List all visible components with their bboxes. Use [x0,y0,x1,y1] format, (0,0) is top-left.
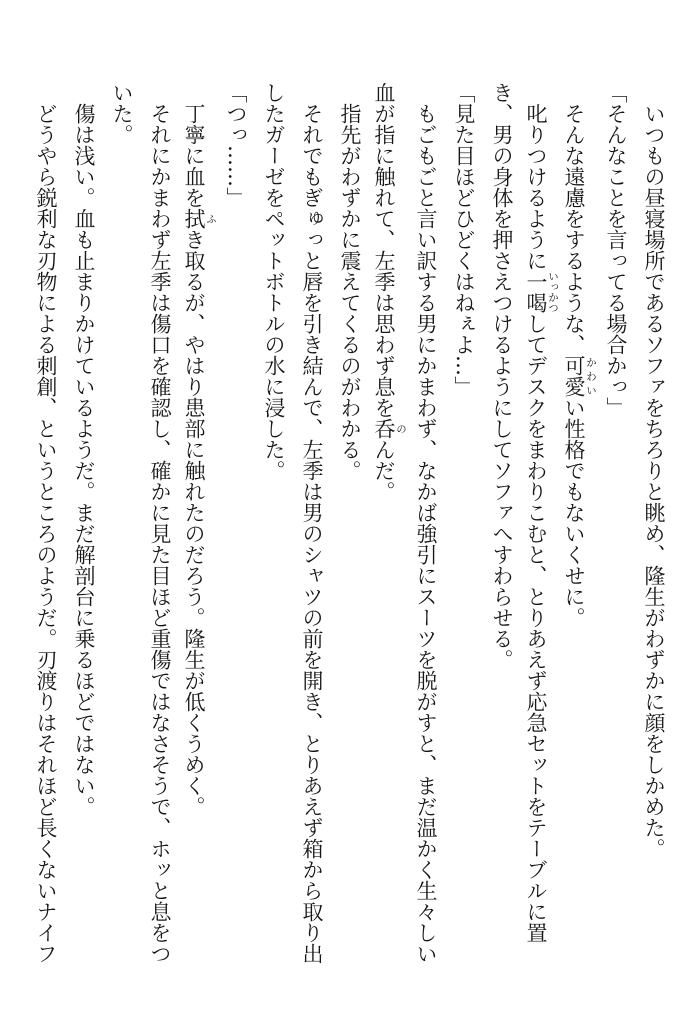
text-run: 叱りつけるように [524,103,548,271]
ruby-reading: かわい [585,355,597,397]
paragraph [331,82,369,982]
text-line [255,82,293,982]
ruby-annotated-word [182,208,217,229]
text-run: 「そんなことを言ってる場合かっ」 [604,82,628,418]
ruby-reading: の [395,418,407,439]
paragraph [597,82,635,982]
ruby-annotated-word [524,271,559,313]
ruby-base: 呑 [372,418,396,439]
text-line [521,82,559,982]
paragraph [445,82,483,982]
body-text [27,82,673,982]
ruby-reading: いっかつ [547,271,559,313]
text-line [445,82,483,982]
text-line [217,82,255,982]
text-run: い性格でもないくせに。 [562,397,586,628]
text-line [179,82,217,982]
paragraph [559,82,597,982]
text-run: どうやら鋭利な刃物による刺創、というところのようだ。刃渡りはそれほど長くないナイフ [34,103,58,964]
text-run: 「つっ……」 [224,82,248,208]
text-line [293,82,331,982]
text-line [559,82,597,982]
text-line [407,82,445,982]
text-run: んだ。 [372,439,396,502]
paragraph [179,82,217,982]
text-line [331,82,369,982]
text-line [65,82,103,982]
text-line [483,82,521,982]
paragraph [255,82,331,982]
text-run: もごもごと言い訳する男にかまわず、なかば強引にスーツを脱がすと、まだ温かく生々しい [414,103,438,964]
text-line [369,82,407,982]
ruby-base: 可愛 [562,355,586,397]
ruby-base: 一喝 [524,271,548,313]
text-line [103,82,141,982]
text-line [27,82,65,982]
text-run: いた。 [110,82,134,145]
text-run: いつもの昼寝場所であるソファをちろりと眺め、隆生がわずかに顔をしかめた。 [642,103,666,859]
text-run: 血が指に触れて、左季は思わず息を [372,82,396,418]
text-run: そんな遠慮をするような、 [562,103,586,355]
paragraph [103,82,179,982]
ruby-base: 拭 [182,208,206,229]
text-run: き、男の身体を押さえつけるようにしてソファへすわらせる。 [490,82,514,670]
text-run: それにかまわず左季は傷口を確認し、確かに見た目ほど重傷ではなさそうで、ホッと息をつ [148,103,172,964]
ruby-reading: ふ [205,208,217,229]
text-run: 「見た目ほどひどくはねぇよ…」 [452,82,476,397]
text-run: それでもぎゅっと唇を引き結んで、左季は男のシャツの前を開き、とりあえず箱から取り出 [300,103,324,964]
paragraph [217,82,255,982]
ruby-annotated-word [372,418,407,439]
text-line [141,82,179,982]
paragraph [27,82,65,982]
paragraph [635,82,673,982]
text-run: してデスクをまわりこむと、とりあえず応急セットをテーブルに置 [524,313,548,943]
text-run: 指先がわずかに震えてくるのがわかる。 [338,103,362,481]
text-run: したガーゼをペットボトルの水に浸した。 [262,82,286,481]
text-line [635,82,673,982]
ruby-annotated-word [562,355,597,397]
paragraph [65,82,103,982]
text-run: き取るが、やはり患部に触れたのだろう。隆生が低くうめく。 [182,229,206,817]
paragraph [483,82,559,982]
text-run: 丁寧に血を [182,103,206,208]
text-run: 傷は浅い。血も止まりかけているようだ。まだ解剖台に乗るほどではない。 [72,103,96,817]
text-line [597,82,635,982]
paragraph [369,82,445,982]
